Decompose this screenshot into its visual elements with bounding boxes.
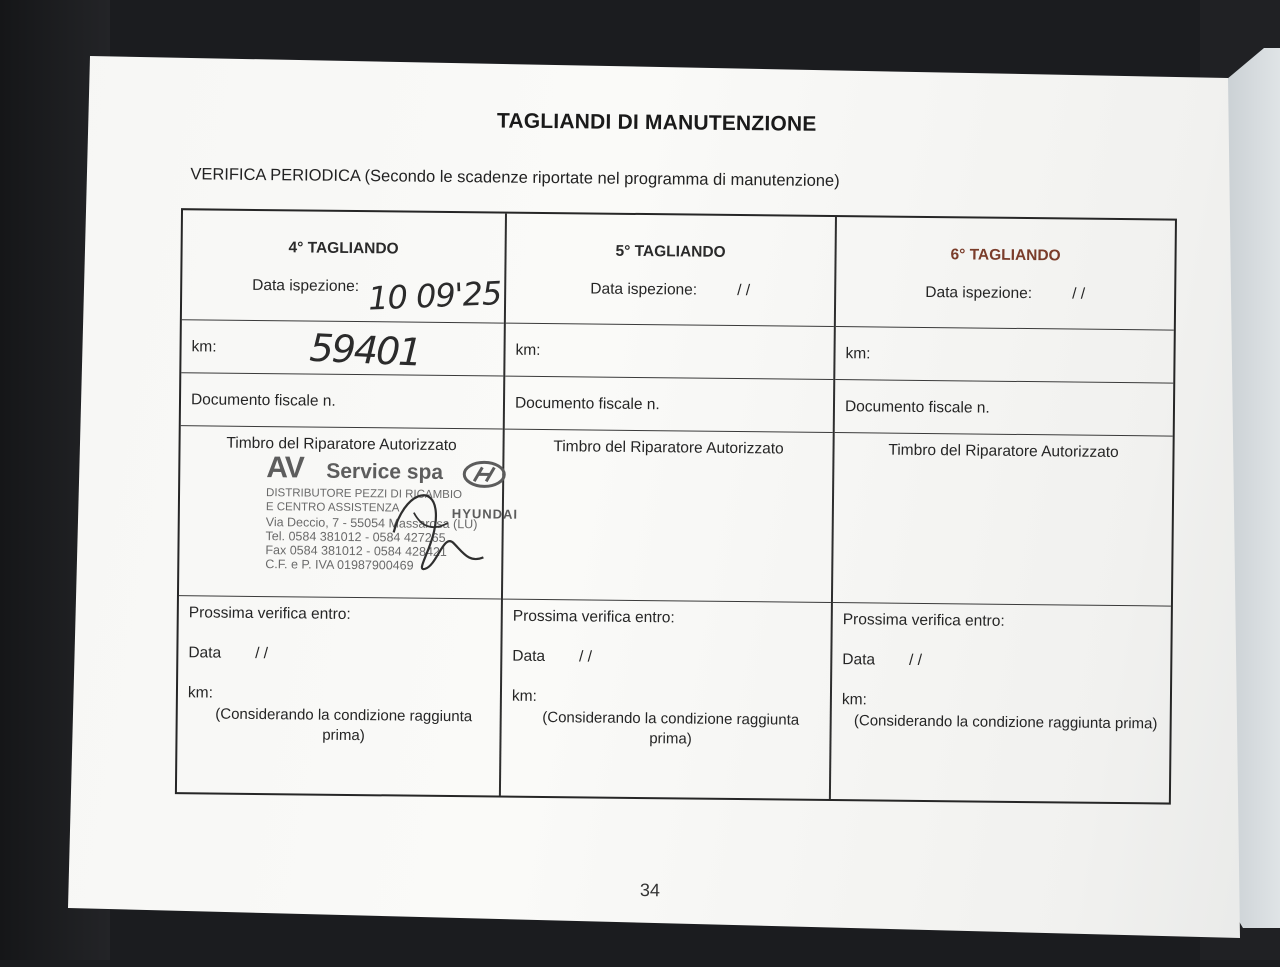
next-check-date (512, 648, 592, 667)
stamp-line: Fax 0584 381012 - 0584 428421 (265, 543, 447, 559)
stamp-cell (179, 426, 519, 599)
stamp-line: C.F. e P. IVA 01987900469 (265, 557, 414, 573)
fiscal-document-cell (181, 373, 504, 429)
inspection-date-label: Data ispezione: (252, 276, 360, 296)
km-cell (181, 320, 504, 376)
next-check-note: (Considerando la condizione raggiunta prima) (542, 708, 800, 748)
page-number: 34 (639, 880, 661, 901)
next-check-cell (501, 600, 831, 799)
next-date-label: Data (842, 651, 876, 669)
stamp-label: Timbro del Riparatore Autorizzato (888, 441, 1119, 462)
fiscal-document-label: Documento fiscale n. (514, 394, 660, 414)
km-label: km: (191, 338, 217, 356)
date-slashes: / / (1072, 285, 1086, 303)
next-date-label: Data (512, 647, 546, 666)
next-check-date (188, 644, 268, 663)
next-check-note: (Considerando la condizione raggiunta prima) (215, 705, 473, 745)
fiscal-document-label: Documento fiscale n. (844, 398, 990, 417)
next-check-title: Prossima verifica entro: (188, 604, 351, 623)
maintenance-grid (175, 208, 1177, 804)
signature (373, 472, 494, 583)
next-check-km: km: (511, 687, 537, 705)
next-check-km: km: (841, 691, 867, 709)
next-check-title: Prossima verifica entro: (842, 611, 1005, 630)
dealer-stamp (253, 451, 524, 594)
next-check-km: km: (187, 684, 214, 702)
header-cell (182, 210, 505, 323)
column-6th-service (831, 217, 1175, 803)
column-title: 4° TAGLIANDO (288, 239, 399, 258)
header-cell (836, 217, 1175, 331)
document-title: TAGLIANDI DI MANUTENZIONE (496, 109, 817, 136)
fiscal-document-label: Documento fiscale n. (190, 391, 336, 410)
inspection-date-label: Data ispezione: (590, 280, 698, 299)
date-slashes: / / (908, 651, 923, 669)
stamp-line: E CENTRO ASSISTENZA (265, 501, 400, 515)
km-label: km: (845, 345, 871, 363)
stamp-line: Tel. 0584 381012 - 0584 427265 (265, 529, 446, 545)
stamp-cell (503, 430, 833, 603)
stamp-cell (833, 433, 1173, 607)
column-title: 5° TAGLIANDO (615, 242, 726, 261)
km-cell (505, 324, 834, 380)
km-cell (835, 327, 1174, 384)
km-label: km: (515, 341, 541, 359)
fiscal-document-cell (835, 380, 1174, 437)
date-slashes: / / (737, 282, 751, 300)
inspection-date-row (506, 280, 834, 301)
header-cell (506, 214, 835, 327)
next-date-label: Data (188, 644, 222, 662)
inspection-date-label: Data ispezione: (925, 283, 1033, 303)
date-slashes: / / (579, 648, 593, 666)
handwritten-inspection-date: 10 09'25 (367, 274, 502, 318)
column-4th-service (177, 210, 519, 795)
stamp-line: Via Deccio, 7 - 55054 Massarosa (LU) (265, 515, 478, 532)
stamp-label: Timbro del Riparatore Autorizzato (553, 438, 784, 458)
document-subtitle: VERIFICA PERIODICA (Secondo le scadenze riportate nel programma di manutenzione) (190, 165, 840, 191)
next-check-title: Prossima verifica entro: (512, 607, 675, 627)
next-check-cell (177, 596, 501, 795)
date-slashes: / / (255, 644, 269, 663)
next-check-cell (831, 603, 1171, 803)
fiscal-document-cell (505, 377, 834, 433)
column-5th-service (501, 214, 837, 799)
stamp-logo: AV (266, 451, 304, 485)
stamp-label: Timbro del Riparatore Autorizzato (226, 434, 457, 455)
stamp-company: Service spa (326, 459, 444, 484)
stamp-brand: HYUNDAI (451, 506, 519, 522)
next-check-date (842, 651, 922, 670)
column-title: 6° TAGLIANDO (950, 246, 1061, 265)
handwritten-km: 59401 (308, 325, 422, 375)
stamp-line: DISTRIBUTORE PEZZI DI RICAMBIO (265, 487, 463, 502)
next-check-note: (Considerando la condizione raggiunta prima) (853, 712, 1158, 733)
inspection-date-row (836, 283, 1174, 305)
